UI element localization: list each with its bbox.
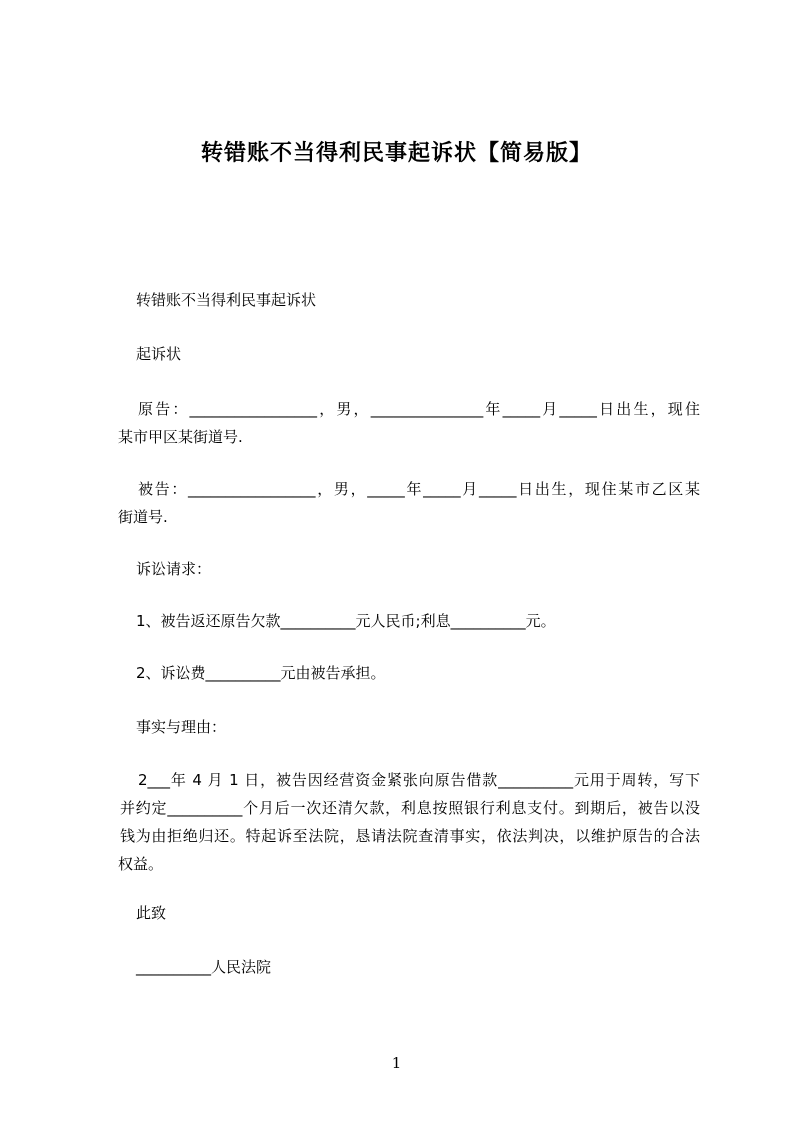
- plaintiff-info: [118, 395, 700, 451]
- document-subtitle: 转错账不当得利民事起诉状: [136, 291, 317, 309]
- page-number: 1: [391, 1054, 402, 1072]
- defendant-line-2: 街道号.: [118, 508, 168, 526]
- claim-item-1: 1、被告返还原告欠款__________元人民币;利息__________元。: [136, 612, 556, 630]
- facts-paragraph: [118, 766, 700, 878]
- facts-heading: 事实与理由：: [136, 718, 227, 736]
- defendant-line-1: 被告：_________________，男，_____年_____月_____日出生，现住某市乙区某: [138, 480, 700, 498]
- facts-line-1: 2___年 4 月 1 日，被告因经营资金紧张向原告借款__________元用于周转，写下: [138, 771, 700, 789]
- claims-heading: 诉讼请求：: [136, 560, 212, 578]
- defendant-info: [118, 475, 700, 531]
- section-heading-complaint: 起诉状: [136, 345, 182, 363]
- plaintiff-line-1: 原告：_________________，男，_______________年_____月_____日出生，现住: [138, 400, 700, 418]
- plaintiff-line-2: 某市甲区某街道号.: [118, 428, 243, 446]
- court-name: __________人民法院: [136, 958, 272, 976]
- document-title: 转错账不当得利民事起诉状【简易版】: [200, 141, 592, 166]
- facts-line-4: 权益。: [118, 855, 164, 873]
- facts-line-2: 并约定__________个月后一次还清欠款，利息按照银行利息支付。到期后，被告以没: [120, 799, 700, 817]
- closing-text: 此致: [136, 904, 167, 922]
- claim-item-2: 2、诉讼费__________元由被告承担。: [136, 664, 386, 682]
- facts-line-3: 钱为由拒绝归还。特起诉至法院，恳请法院查清事实，依法判决，以维护原告的合法: [120, 827, 700, 845]
